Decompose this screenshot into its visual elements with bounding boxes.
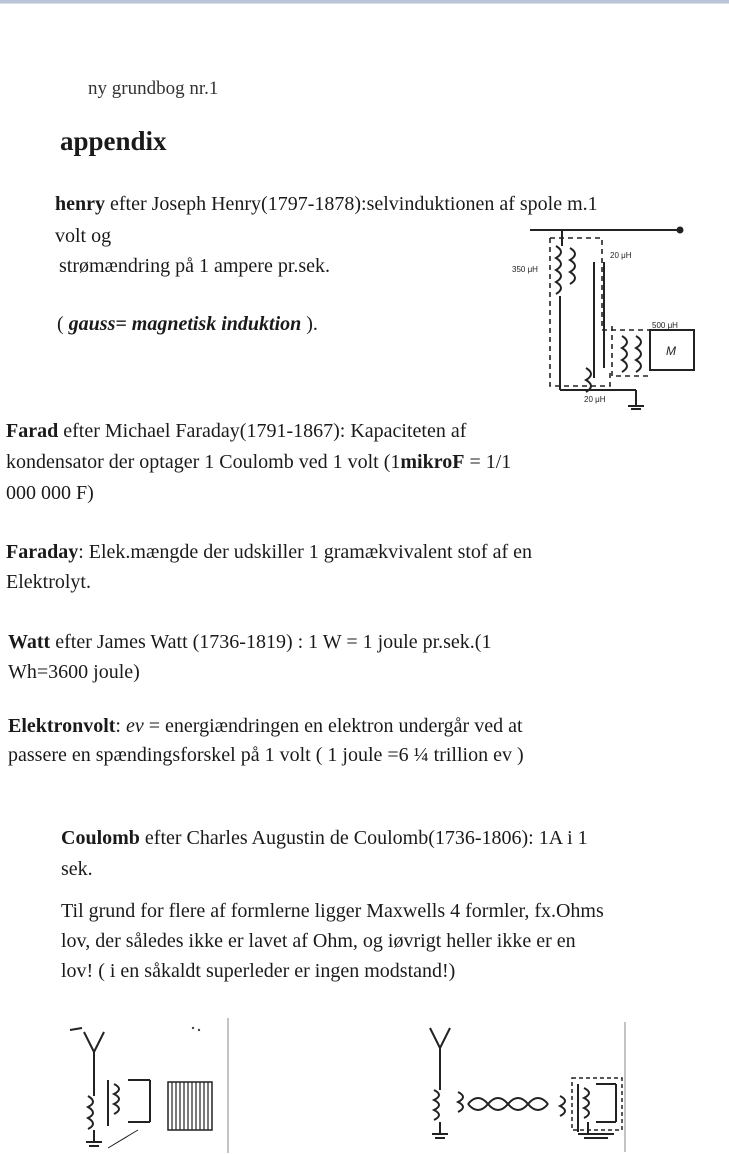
inductance-label-right: 500 μH xyxy=(652,321,678,330)
coupling-coil-left xyxy=(458,1092,463,1112)
coulomb-text-1: efter Charles Augustin de Coulomb(1736-1806): 1A i 1 xyxy=(139,827,588,849)
terminal-dot xyxy=(678,228,683,233)
maxwell-line-2: lov, der således ikke er lavet af Ohm, og iøvrigt heller ikke er en xyxy=(61,930,576,952)
elektronvolt-term: Elektronvolt xyxy=(8,715,116,737)
inductance-label-bottom: 20 μH xyxy=(584,395,606,404)
primary-coil xyxy=(556,246,561,294)
faraday-term: Faraday xyxy=(6,541,79,563)
farad-text-1: efter Michael Faraday(1791-1867): Kapaciteten af xyxy=(58,420,467,442)
elektronvolt-line-1 xyxy=(8,712,523,740)
antenna-twisted-line-circuit-right xyxy=(420,1022,640,1152)
coupling-coil xyxy=(114,1084,119,1114)
gauss-close: ). xyxy=(301,313,318,335)
watt-text-1: efter James Watt (1736-1819) : 1 W = 1 joule pr.sek.(1 xyxy=(50,631,492,653)
watt-term: Watt xyxy=(8,631,51,653)
output-coil-right xyxy=(636,336,641,372)
henry-line-3: strømændring på 1 ampere pr.sek. xyxy=(59,255,331,277)
coupling-coil-right xyxy=(560,1096,565,1116)
elektronvolt-text-1: = energiændringen en elektron undergår ved at xyxy=(143,715,523,737)
elektronvolt-sep: : xyxy=(115,715,126,737)
hatched-box xyxy=(168,1082,212,1130)
farad-unit-mikrof: mikroF xyxy=(400,451,465,473)
henry-text-1: efter Joseph Henry(1797-1878):selvinduktionen af spole m.1 xyxy=(105,193,598,215)
henry-line-1 xyxy=(55,190,598,218)
antenna-icon xyxy=(430,1028,450,1048)
coulomb-line-2: sek. xyxy=(61,858,93,880)
shield-dashed-right xyxy=(612,326,650,376)
maxwell-line-3: lov! ( i en såkaldt superleder er ingen modstand!) xyxy=(61,960,456,982)
shield-dashed-top xyxy=(550,238,650,330)
watt-line-2: Wh=3600 joule) xyxy=(8,661,140,683)
faraday-line-2: Elektrolyt. xyxy=(6,571,91,593)
elektronvolt-symbol: ev xyxy=(125,715,144,737)
inductance-label-top: 20 μH xyxy=(610,251,632,260)
antenna-icon xyxy=(84,1032,104,1052)
henry-line-2: volt og xyxy=(55,225,112,247)
output-coil xyxy=(584,1088,589,1118)
faraday-text-1: : Elek.mængde der udskiller 1 gramækvivalent stof af en xyxy=(78,541,532,563)
document-subtitle: ny grundbog nr.1 xyxy=(88,78,219,99)
coupled-coil-circuit-diagram xyxy=(510,218,725,408)
antenna-coil xyxy=(434,1090,439,1120)
farad-text-2a: kondensator der optager 1 Coulomb ved 1 volt (1 xyxy=(6,451,401,473)
inductance-label-left: 350 μH xyxy=(512,265,538,274)
antenna-coil-circuit-left xyxy=(68,1018,238,1153)
page-heading: appendix xyxy=(60,126,167,156)
top-border-line-shadow xyxy=(0,3,729,4)
output-coil-left xyxy=(622,336,627,372)
farad-line-3: 000 000 F) xyxy=(6,482,94,504)
farad-line-1 xyxy=(6,417,466,445)
farad-line-2 xyxy=(6,448,511,476)
gauss-text: gauss= magnetisk induktion xyxy=(68,313,302,335)
faraday-line-1 xyxy=(6,538,532,566)
farad-text-2c: = 1/1 xyxy=(464,451,512,473)
twisted-pair-lower xyxy=(468,1098,548,1110)
coulomb-line-1 xyxy=(61,824,588,852)
elektronvolt-line-2: passere en spændingsforskel på 1 volt ( 1 joule =6 ¼ trillion ev ) xyxy=(8,744,524,766)
gauss-open: ( xyxy=(57,313,69,335)
maxwell-line-1: Til grund for flere af formlerne ligger Maxwells 4 formler, fx.Ohms xyxy=(61,900,604,922)
antenna-coil xyxy=(88,1096,93,1129)
henry-term: henry xyxy=(55,193,105,215)
secondary-coil xyxy=(570,248,575,284)
meter-label: M xyxy=(666,344,676,358)
watt-line-1 xyxy=(8,628,491,656)
coulomb-term: Coulomb xyxy=(61,827,140,849)
gauss-line xyxy=(57,310,318,338)
farad-term: Farad xyxy=(6,420,59,442)
